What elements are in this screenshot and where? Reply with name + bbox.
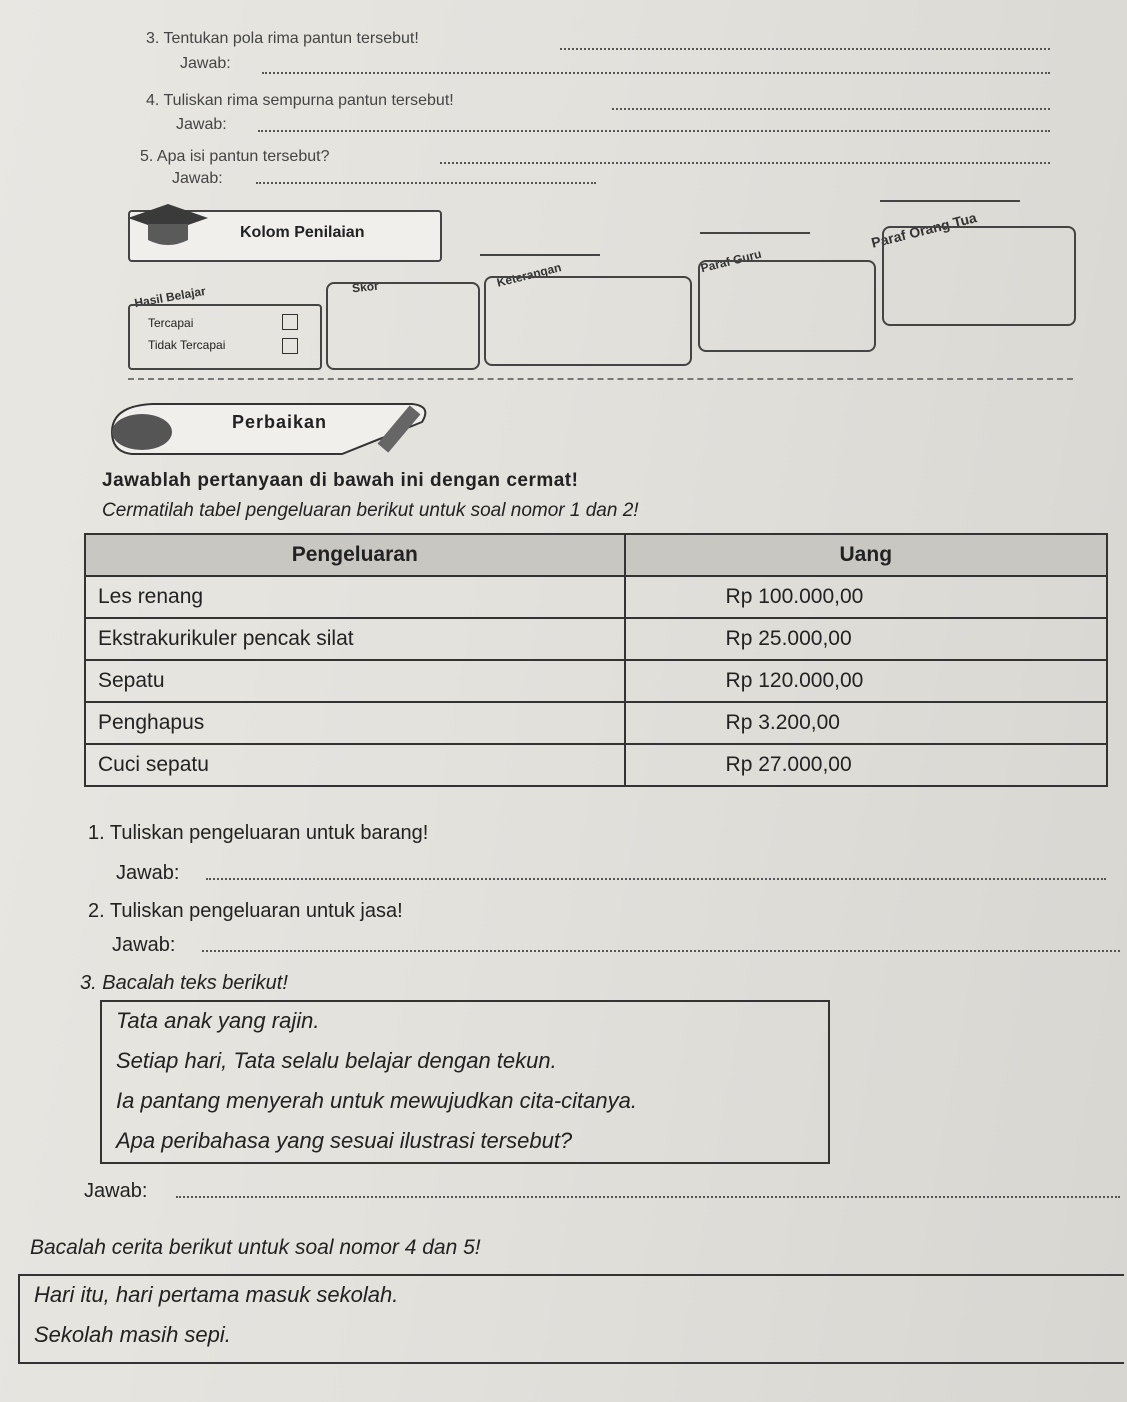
answer-line — [612, 108, 1050, 110]
answer-label: Jawab: — [176, 116, 227, 133]
story-line: Hari itu, hari pertama masuk sekolah. — [34, 1282, 399, 1307]
table-row — [85, 660, 1107, 702]
answer-label: Jawab: — [172, 170, 223, 187]
question-1: 1. Tuliskan pengeluaran untuk barang! — [88, 822, 429, 844]
q45-intro: Bacalah cerita berikut untuk soal nomor 4 dan 5! — [30, 1236, 481, 1259]
pantun-question-4: 4. Tuliskan rima sempurna pantun tersebut! — [146, 92, 454, 109]
assessment-cell-paraf-guru — [698, 260, 876, 352]
header-skor: Skor — [351, 278, 380, 296]
assessment-title: Kolom Penilaian — [240, 224, 365, 241]
answer-line[interactable] — [176, 1196, 1120, 1198]
story-line: Tata anak yang rajin. — [116, 1008, 320, 1033]
answer-label: Jawab: — [180, 55, 231, 72]
question-2: 2. Tuliskan pengeluaran untuk jasa! — [88, 900, 403, 922]
section-divider — [128, 378, 1073, 380]
answer-label: Jawab: — [116, 862, 180, 884]
header-keterangan: Keterangan — [495, 260, 563, 290]
header-paraf-orang-tua: Paraf Orang Tua — [869, 209, 979, 251]
tick-divider — [200, 260, 420, 268]
table-cell-amount: Rp 27.000,00 — [625, 744, 1107, 786]
story-box — [100, 1000, 830, 1164]
option-tidak-tercapai: Tidak Tercapai — [148, 338, 226, 352]
table-cell-amount: Rp 120.000,00 — [625, 660, 1107, 702]
story-line: Ia pantang menyerah untuk mewujudkan cita-citanya. — [116, 1088, 637, 1113]
table-cell-item: Sepatu — [85, 660, 625, 702]
table-intro: Cermatilah tabel pengeluaran berikut untuk soal nomor 1 dan 2! — [102, 500, 639, 521]
perbaikan-title: Perbaikan — [232, 412, 328, 432]
answer-line — [256, 182, 596, 184]
story-line: Apa peribahasa yang sesuai ilustrasi tersebut? — [116, 1128, 573, 1153]
answer-line — [440, 162, 1050, 164]
answer-line — [258, 130, 1050, 132]
answer-label: Jawab: — [112, 934, 176, 956]
story-line: Sekolah masih sepi. — [34, 1322, 231, 1347]
spending-table — [84, 533, 1108, 787]
assessment-banner — [128, 210, 442, 262]
pantun-question-5: 5. Apa isi pantun tersebut? — [140, 148, 330, 165]
table-row — [85, 702, 1107, 744]
table-header-row — [85, 534, 1107, 576]
table-row — [85, 744, 1107, 786]
assessment-cell-keterangan — [484, 276, 692, 366]
table-cell-amount: Rp 3.200,00 — [625, 702, 1107, 744]
question-3: 3. Bacalah teks berikut! — [80, 972, 288, 994]
checkbox-tidak-tercapai[interactable] — [282, 338, 298, 354]
assessment-cell-skor — [326, 282, 480, 370]
table-row — [85, 618, 1107, 660]
answer-line — [262, 72, 1050, 74]
table-cell-item: Ekstrakurikuler pencak silat — [85, 618, 625, 660]
checkbox-tercapai[interactable] — [282, 314, 298, 330]
table-cell-amount: Rp 25.000,00 — [625, 618, 1107, 660]
answer-line — [560, 48, 1050, 50]
column-header-uang: Uang — [625, 534, 1107, 576]
instruction: Jawablah pertanyaan di bawah ini dengan cermat! — [102, 470, 579, 491]
tick-divider — [700, 232, 810, 240]
answer-line[interactable] — [206, 878, 1106, 880]
table-cell-item: Penghapus — [85, 702, 625, 744]
tick-divider — [480, 254, 600, 262]
assessment-cell-paraf-ortu — [882, 226, 1076, 326]
tick-divider — [880, 200, 1020, 208]
table-cell-item: Les renang — [85, 576, 625, 618]
pantun-question-3: 3. Tentukan pola rima pantun tersebut! — [146, 30, 419, 47]
column-header-pengeluaran: Pengeluaran — [85, 534, 625, 576]
answer-line[interactable] — [202, 950, 1120, 952]
answer-label: Jawab: — [84, 1180, 148, 1202]
header-paraf-guru: Paraf Guru — [699, 246, 763, 276]
table-row — [85, 576, 1107, 618]
option-tercapai: Tercapai — [148, 316, 194, 330]
header-hasil-belajar: Hasil Belajar — [133, 283, 207, 311]
story-box-2 — [18, 1274, 1124, 1364]
table-cell-amount: Rp 100.000,00 — [625, 576, 1107, 618]
graduation-cap-icon — [120, 200, 210, 250]
story-line: Setiap hari, Tata selalu belajar dengan tekun. — [116, 1048, 557, 1073]
table-cell-item: Cuci sepatu — [85, 744, 625, 786]
